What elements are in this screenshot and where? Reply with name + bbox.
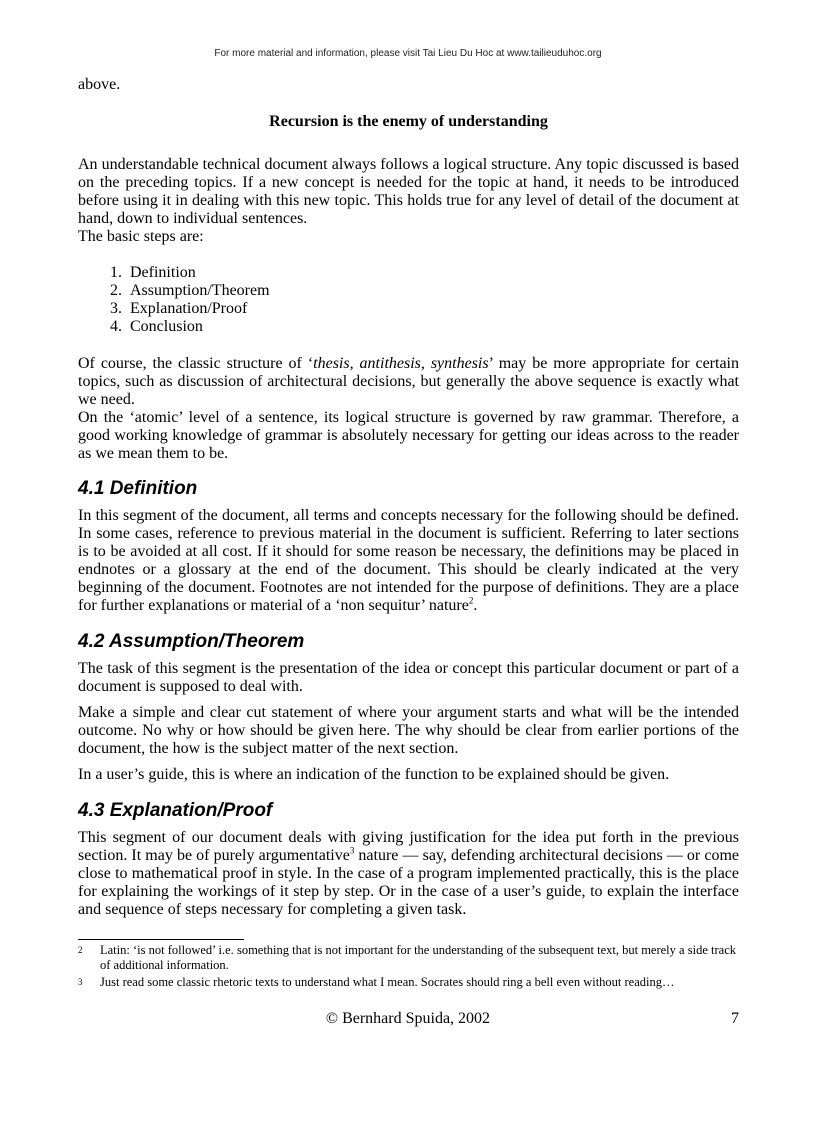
footnote-number: 2 — [78, 945, 83, 955]
steps-list — [78, 264, 739, 336]
steps-intro: The basic steps are: — [78, 228, 204, 245]
assumption-paragraph-3: In a user’s guide, this is where an indication of the function to be explained should be given. — [78, 766, 670, 783]
heading-assumption: 4.2 Assumption/Theorem — [78, 631, 305, 652]
footnote-ref[interactable]: 2 — [468, 595, 474, 606]
intro-text: An understandable technical document always follows a logical structure. Any topic discussed is based on the preceding topics. If a new concept is needed for the topic at hand, it needs to be introduced before using it in dealing with this new topic. This holds true for any level of detail of the document at hand, down to individual sentences. — [78, 156, 739, 227]
footnote-text: Just read some classic rhetoric texts to understand what I mean. Socrates should ring a bell even without reading… — [100, 975, 675, 989]
footnote-ref[interactable]: 3 — [349, 845, 355, 856]
footnote — [78, 943, 739, 973]
carry-over-text: above. — [78, 76, 121, 93]
text: . — [473, 597, 478, 614]
list-item: 3. Explanation/Proof — [126, 300, 739, 318]
footnote-text: Latin: ‘is not followed’ i.e. something that is not important for the understanding of the subsequent text, but merely a side track of additional information. — [100, 943, 736, 972]
footnote — [78, 975, 739, 990]
section-title: Recursion is the enemy of understanding — [269, 113, 548, 130]
grammar-text: On the ‘atomic’ level of a sentence, its logical structure is governed by raw grammar. Therefore, a good working knowledge of grammar is absolutely necessary for getting our ideas across to the reader as we mean them to be. — [78, 409, 739, 462]
definition-paragraph — [78, 507, 739, 615]
text: nature — say, defending architectural decisions — or come close to mathematical proof in style. In the case of a program implemented practically, this is the place for explaining the workings of it step by step. Or in the case of a user’s guide, to explain the interface and sequence of steps necessary for completing a given task. — [78, 847, 740, 918]
list-item: 2. Assumption/Theorem — [126, 282, 739, 300]
copyright: © Bernhard Spuida, 2002 — [325, 1010, 491, 1027]
assumption-paragraph-2: Make a simple and clear cut statement of where your argument starts and what will be the intended outcome. No why or how should be given here. The why should be clear from earlier portions of the document, the how is the subject matter of the next section. — [78, 704, 739, 757]
heading-explanation: 4.3 Explanation/Proof — [78, 800, 273, 821]
structure-paragraph — [78, 355, 739, 463]
italic-text: thesis, antithesis, synthesis — [313, 355, 489, 372]
footnote-number: 3 — [78, 977, 83, 987]
text: In this segment of the document, all terms and concepts necessary for the following should be defined. In some cases, reference to previous material in the document is sufficient. Referring to later sections is to be avoided at all cost. If it should for some reason be necessary, the definitions may be placed in endnotes or a glossary at the end of the document. This should be clearly indicated at the very beginning of the document. Footnotes are not intended for the purpose of definitions. They are a place for further explanations or material of a ‘non sequitur’ nature — [78, 507, 739, 614]
page-header: For more material and information, please visit Tai Lieu Du Hoc at www.tailieuduhoc.org — [214, 48, 602, 59]
footnote-separator — [78, 939, 244, 940]
intro-paragraph — [78, 156, 739, 246]
page-number: 7 — [731, 1010, 739, 1027]
list-item: 1. Definition — [126, 264, 739, 282]
text: Of course, the classic structure of ‘ — [78, 355, 314, 372]
list-item: 4. Conclusion — [126, 318, 739, 336]
text: This segment of our document deals with giving justification for the idea put forth in the previous section. It may be of purely argumentative — [78, 829, 739, 864]
explanation-paragraph — [78, 829, 739, 919]
assumption-paragraph-1: The task of this segment is the presentation of the idea or concept this particular document or part of a document is supposed to deal with. — [78, 660, 739, 695]
text: ’ may be more appropriate for certain topics, such as discussion of architectural decisions, but generally the above sequence is exactly what we need. — [78, 355, 739, 408]
heading-definition: 4.1 Definition — [78, 478, 198, 499]
